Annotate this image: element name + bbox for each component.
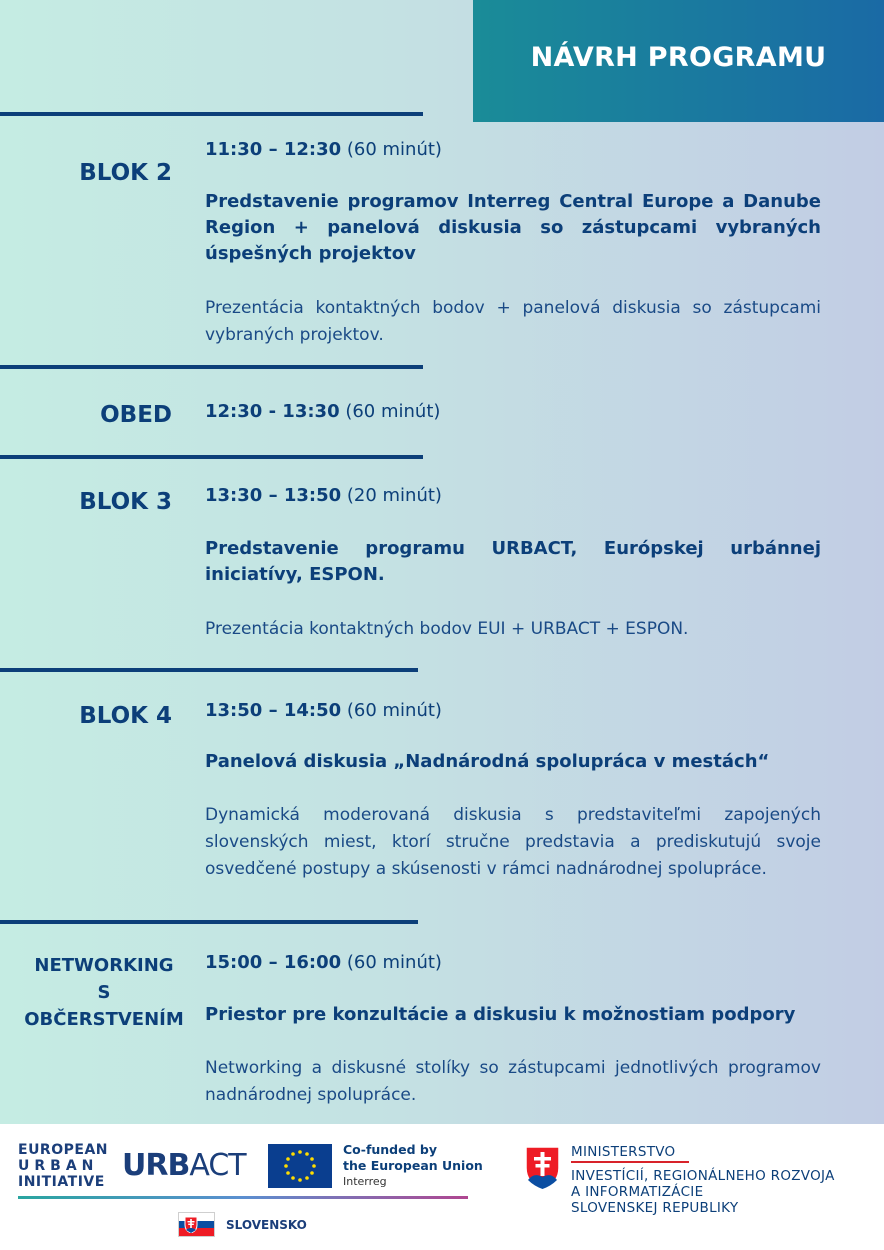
eui-logo-line: EUROPEAN <box>18 1142 108 1158</box>
block-label: OBED <box>100 402 172 428</box>
country-label: SLOVENSKO <box>226 1218 307 1232</box>
section-divider <box>0 455 423 459</box>
block-label-line: OBČERSTVENÍM <box>24 1009 184 1030</box>
slovak-crest-icon <box>525 1146 560 1190</box>
block-time <box>205 700 442 721</box>
block-time-range: 13:30 – 13:50 <box>205 485 342 506</box>
block-label-networking <box>8 952 200 1033</box>
block-label-line: NETWORKING <box>34 955 174 976</box>
eu-flag-icon <box>268 1144 332 1188</box>
block-duration: (20 minút) <box>341 485 442 506</box>
block-label: BLOK 2 <box>79 160 172 186</box>
interreg-label: Interreg <box>343 1175 387 1188</box>
cofunded-line: the European Union <box>343 1158 483 1173</box>
section-divider <box>0 112 423 116</box>
block-time <box>205 139 442 160</box>
section-divider <box>0 668 418 672</box>
eui-logo-line: INITIATIVE <box>18 1174 105 1190</box>
eui-logo <box>18 1142 108 1190</box>
cofunded-line: Co-funded by <box>343 1142 438 1157</box>
block-subtitle: Predstavenie programu URBACT, Európskej urbánnej iniciatívy, ESPON. <box>205 538 821 585</box>
block-duration: (60 minút) <box>341 952 442 973</box>
footer <box>0 1124 884 1250</box>
block-description: Dynamická moderovaná diskusia s predstaviteľmi zapojených slovenských miest, ktorí stručne predstavia a prediskutujú svoje osvedčené postupy a skúsenosti v rámci nadnárodnej spolupráce. <box>205 805 821 879</box>
footer-gradient-line <box>18 1196 468 1199</box>
page-title: NÁVRH PROGRAMU <box>530 42 827 73</box>
block-time-range: 15:00 – 16:00 <box>205 952 342 973</box>
block-label: BLOK 3 <box>79 489 172 515</box>
ministry-line: MINISTERSTVO <box>571 1144 676 1160</box>
block-time <box>205 952 442 973</box>
block-time-range: 11:30 – 12:30 <box>205 139 342 160</box>
block-time-range: 12:30 - 13:30 <box>205 401 340 422</box>
block-time <box>205 401 440 422</box>
block-label-line: S <box>97 982 111 1003</box>
block-description: Prezentácia kontaktných bodov EUI + URBACT + ESPON. <box>205 619 689 639</box>
cofunded-label <box>343 1142 483 1190</box>
eui-logo-line: URBAN <box>18 1158 99 1174</box>
ministry-line: A INFORMATIZÁCIE <box>571 1184 704 1200</box>
ministry-line: INVESTÍCIÍ, REGIONÁLNEHO ROZVOJA <box>571 1168 835 1184</box>
urbact-logo-light: ACT <box>189 1148 246 1183</box>
block-description: Networking a diskusné stolíky so zástupcami jednotlivých programov nadnárodnej spolupráce. <box>205 1058 821 1105</box>
block-duration: (60 minút) <box>339 401 441 422</box>
header-banner <box>473 0 884 122</box>
ministry-divider <box>571 1161 689 1163</box>
ministry-line: SLOVENSKEJ REPUBLIKY <box>571 1200 739 1216</box>
section-divider <box>0 365 423 369</box>
block-time-range: 13:50 – 14:50 <box>205 700 342 721</box>
block-duration: (60 minút) <box>341 139 442 160</box>
section-divider <box>0 920 418 924</box>
urbact-logo <box>122 1148 246 1183</box>
block-description: Prezentácia kontaktných bodov + panelová diskusia so zástupcami vybraných projektov. <box>205 298 821 345</box>
block-subtitle: Predstavenie programov Interreg Central Europe a Danube Region + panelová diskusia so zástupcami vybraných úspešných projektov <box>205 191 821 264</box>
block-label: BLOK 4 <box>79 703 172 729</box>
block-time <box>205 485 442 506</box>
slovakia-flag-icon <box>178 1212 215 1237</box>
block-duration: (60 minút) <box>341 700 442 721</box>
block-subtitle: Priestor pre konzultácie a diskusiu k možnostiam podpory <box>205 1004 796 1025</box>
urbact-logo-bold: URB <box>122 1148 190 1183</box>
ministry-logo <box>571 1144 835 1216</box>
block-subtitle: Panelová diskusia „Nadnárodná spolupráca v mestách“ <box>205 751 770 772</box>
